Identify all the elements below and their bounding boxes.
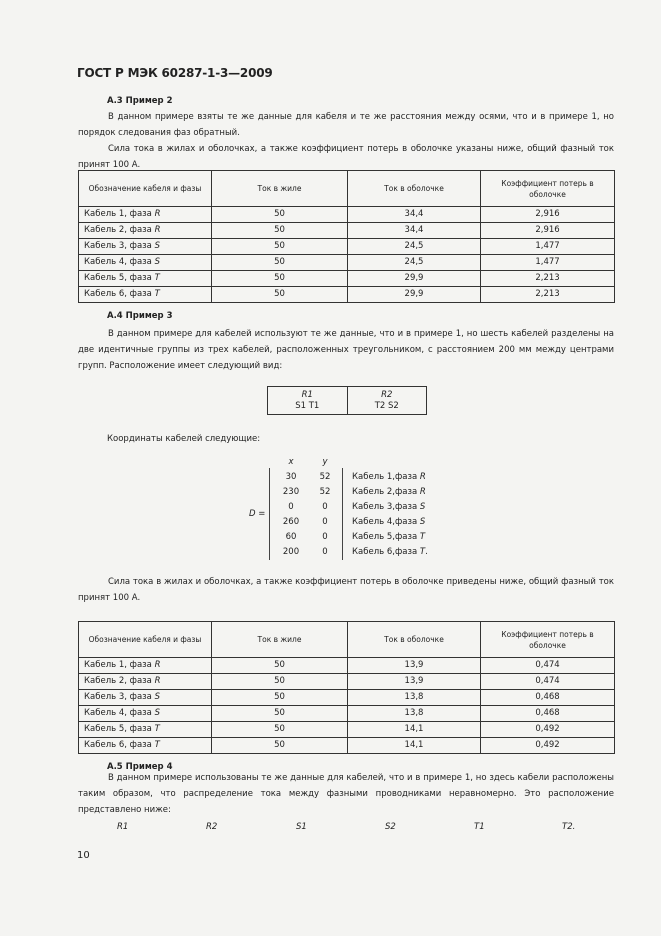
section-a3-paragraph-1: В данном примере взяты те же данные для кабеля и те же расстояния между осями, что и в примере 1, но порядок следования фаз обратный. <box>78 112 614 138</box>
cell-cable-phase: Кабель 6, фаза T <box>79 738 212 754</box>
matrix-y-value: 52 <box>319 487 331 497</box>
matrix-col-y: y <box>322 457 328 467</box>
table-row <box>79 287 615 303</box>
cell-cable-phase: Кабель 3, фаза S <box>79 239 212 255</box>
table-row <box>79 738 615 754</box>
coordinates-intro: Координаты кабелей следующие: <box>107 434 261 444</box>
table-row <box>79 722 615 738</box>
cell-sheath-current: 13,9 <box>348 674 481 690</box>
group-1-top: R1 <box>301 390 313 400</box>
column-header-loss-factor: Коэффициент потерь в оболочке <box>481 622 615 658</box>
cell-loss-factor: 1,477 <box>481 239 615 255</box>
column-header-cable-phase: Обозначение кабеля и фазы <box>79 171 212 207</box>
table-example-3 <box>78 621 615 754</box>
cell-sheath-current: 34,4 <box>348 207 481 223</box>
standard-designation: ГОСТ Р МЭК 60287-1-3—2009 <box>77 66 273 80</box>
matrix-y-value: 0 <box>322 517 328 527</box>
cell-loss-factor: 0,474 <box>481 674 615 690</box>
arrangement-cable-label: T1 <box>474 822 485 832</box>
table-row <box>79 674 615 690</box>
cell-core-current: 50 <box>212 738 348 754</box>
arrangement-cable-label: R2 <box>206 822 218 832</box>
cell-cable-phase: Кабель 5, фаза T <box>79 271 212 287</box>
cell-core-current: 50 <box>212 207 348 223</box>
matrix-left-bracket <box>269 468 270 560</box>
cell-cable-phase: Кабель 6, фаза T <box>79 287 212 303</box>
matrix-col-x: x <box>288 457 294 467</box>
table-row <box>79 271 615 287</box>
cell-core-current: 50 <box>212 658 348 674</box>
cell-cable-phase: Кабель 2, фаза R <box>79 223 212 239</box>
table-row <box>79 690 615 706</box>
cell-core-current: 50 <box>212 271 348 287</box>
matrix-label: D = <box>249 509 266 519</box>
cell-sheath-current: 24,5 <box>348 239 481 255</box>
matrix-x-value: 30 <box>285 472 297 482</box>
column-header-cable-phase: Обозначение кабеля и фазы <box>79 622 212 658</box>
table-row <box>79 658 615 674</box>
cell-core-current: 50 <box>212 690 348 706</box>
cell-loss-factor: 0,468 <box>481 706 615 722</box>
cell-core-current: 50 <box>212 674 348 690</box>
matrix-y-value: 0 <box>322 532 328 542</box>
section-a5-paragraph-1: В данном примере использованы те же данные для кабелей, что и в примере 1, но здесь кабели расположены таким образом, что распределение тока между фазными проводниками неравномерно. Это расположение представлено ниже: <box>78 773 614 815</box>
arrangement-cable-label: T2. <box>562 822 576 832</box>
matrix-y-value: 0 <box>322 547 328 557</box>
matrix-x-value: 200 <box>282 547 300 557</box>
arrangement-cable-label: S2 <box>385 822 396 832</box>
cell-loss-factor: 0,492 <box>481 738 615 754</box>
cell-core-current: 50 <box>212 287 348 303</box>
table-example-2 <box>78 170 615 303</box>
column-header-core-current: Ток в жиле <box>212 171 348 207</box>
matrix-x-value: 260 <box>282 517 300 527</box>
column-header-sheath-current: Ток в оболочке <box>348 622 481 658</box>
cell-core-current: 50 <box>212 223 348 239</box>
cell-loss-factor: 2,213 <box>481 287 615 303</box>
cell-core-current: 50 <box>212 239 348 255</box>
column-header-core-current: Ток в жиле <box>212 622 348 658</box>
cell-core-current: 50 <box>212 706 348 722</box>
matrix-right-bracket <box>342 468 343 560</box>
column-header-sheath-current: Ток в оболочке <box>348 171 481 207</box>
cell-sheath-current: 13,8 <box>348 706 481 722</box>
matrix-cable-label: Кабель 3,фаза S <box>352 502 426 512</box>
cell-sheath-current: 29,9 <box>348 287 481 303</box>
table-row <box>79 255 615 271</box>
cell-sheath-current: 24,5 <box>348 255 481 271</box>
table-row <box>79 207 615 223</box>
matrix-y-value: 0 <box>322 502 328 512</box>
cell-loss-factor: 0,492 <box>481 722 615 738</box>
group-1-cell <box>268 387 347 414</box>
cell-loss-factor: 0,468 <box>481 690 615 706</box>
section-a4-title: А.4 Пример 3 <box>107 311 173 321</box>
page-number: 10 <box>77 850 90 861</box>
cell-sheath-current: 34,4 <box>348 223 481 239</box>
column-header-loss-factor: Коэффициент потерь в оболочке <box>481 171 615 207</box>
matrix-cable-label: Кабель 6,фаза T. <box>352 547 428 557</box>
matrix-x-value: 60 <box>285 532 297 542</box>
cell-cable-phase: Кабель 1, фаза R <box>79 207 212 223</box>
section-a3-paragraph-2: Сила тока в жилах и оболочках, а также коэффициент потерь в оболочке указаны ниже, общий фазный ток принят 100 А. <box>78 144 614 170</box>
cell-loss-factor: 2,916 <box>481 207 615 223</box>
matrix-x-value: 230 <box>282 487 300 497</box>
section-a5-title: А.5 Пример 4 <box>107 762 173 772</box>
matrix-cable-label: Кабель 5,фаза T <box>352 532 426 542</box>
arrangement-cable-label: S1 <box>296 822 307 832</box>
cell-cable-phase: Кабель 4, фаза S <box>79 706 212 722</box>
cell-cable-phase: Кабель 2, фаза R <box>79 674 212 690</box>
cell-sheath-current: 29,9 <box>348 271 481 287</box>
matrix-cable-label: Кабель 4,фаза S <box>352 517 426 527</box>
group-2-top: R2 <box>381 390 393 400</box>
cell-cable-phase: Кабель 1, фаза R <box>79 658 212 674</box>
cell-core-current: 50 <box>212 722 348 738</box>
cell-loss-factor: 0,474 <box>481 658 615 674</box>
table-row <box>79 706 615 722</box>
matrix-cable-label: Кабель 2,фаза R <box>352 487 426 497</box>
group-1-bottom: S1 T1 <box>295 401 320 411</box>
group-2-bottom: T2 S2 <box>374 401 399 411</box>
cell-loss-factor: 2,213 <box>481 271 615 287</box>
arrangement-cable-label: R1 <box>117 822 129 832</box>
cell-loss-factor: 2,916 <box>481 223 615 239</box>
section-a4-paragraph-1: В данном примере для кабелей используют те же данные, что и в примере 1, но шесть кабелей разделены на две идентичные группы из трех кабелей, расположенных треугольником, с расстоянием 200 мм между центрами групп. Расположение имеет следующий вид: <box>78 329 614 371</box>
cell-cable-phase: Кабель 3, фаза S <box>79 690 212 706</box>
section-a4-paragraph-2: Сила тока в жилах и оболочках, а также коэффициент потерь в оболочке приведены ниже, общий фазный ток принят 100 А. <box>78 577 614 603</box>
cell-sheath-current: 13,8 <box>348 690 481 706</box>
cell-core-current: 50 <box>212 255 348 271</box>
matrix-cable-label: Кабель 1,фаза R <box>352 472 426 482</box>
cell-cable-phase: Кабель 5, фаза T <box>79 722 212 738</box>
cell-cable-phase: Кабель 4, фаза S <box>79 255 212 271</box>
table-row <box>79 239 615 255</box>
cell-loss-factor: 1,477 <box>481 255 615 271</box>
cell-sheath-current: 14,1 <box>348 722 481 738</box>
matrix-x-value: 0 <box>288 502 294 512</box>
cell-sheath-current: 14,1 <box>348 738 481 754</box>
cell-sheath-current: 13,9 <box>348 658 481 674</box>
matrix-y-value: 52 <box>319 472 331 482</box>
section-a3-title: А.3 Пример 2 <box>107 96 173 106</box>
table-row <box>79 223 615 239</box>
group-arrangement-box <box>267 386 427 415</box>
group-2-cell <box>347 387 427 414</box>
